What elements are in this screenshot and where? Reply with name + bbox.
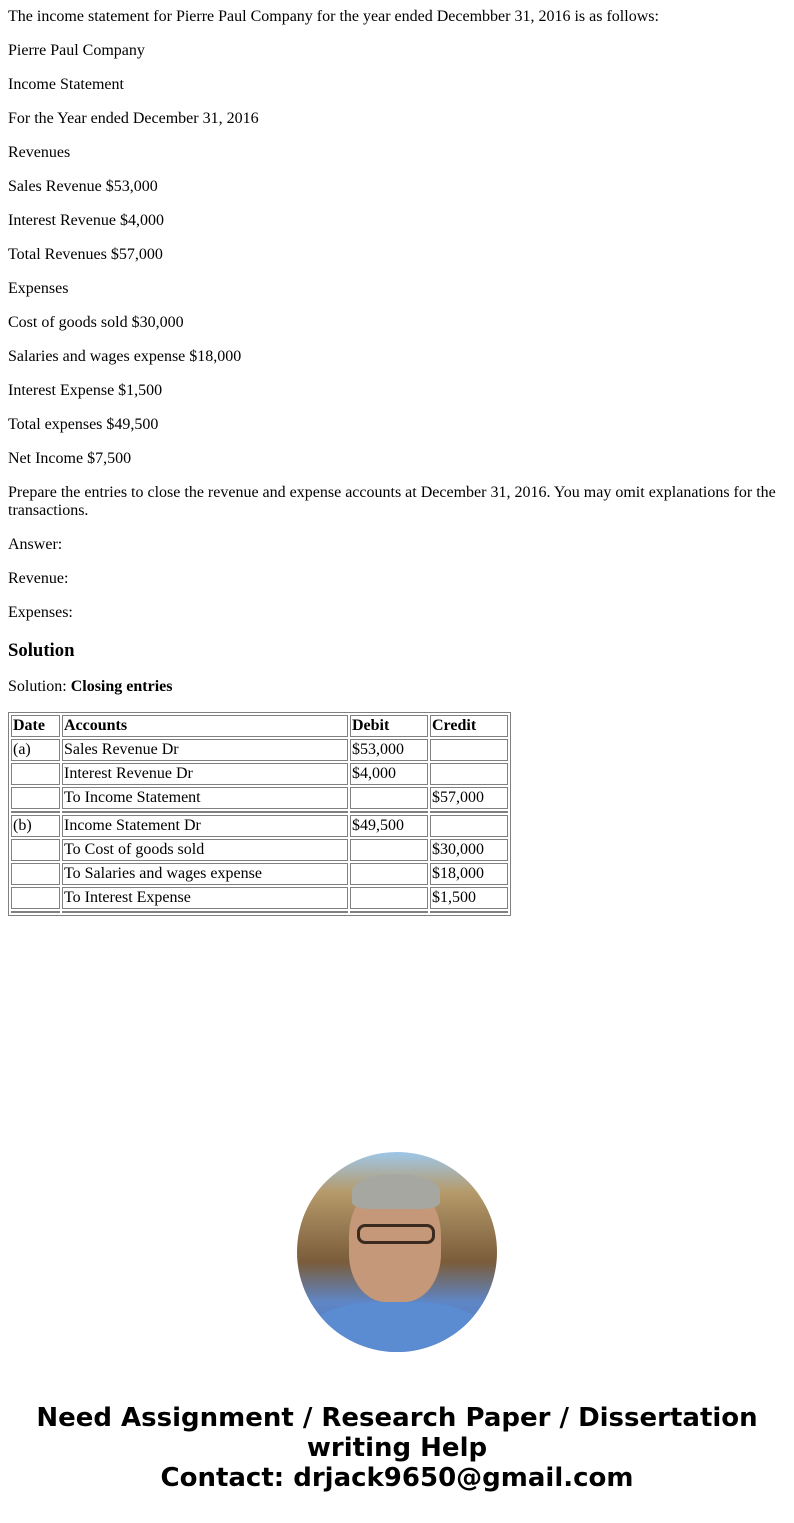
interest-revenue: Interest Revenue $4,000 (8, 212, 164, 229)
table-row (11, 839, 508, 861)
spacer-row (11, 911, 508, 913)
expenses-label: Expenses: (8, 604, 73, 621)
cell-account: To Interest Expense (62, 887, 348, 909)
cell-date: (b) (11, 815, 60, 837)
cell-credit (430, 739, 508, 761)
table-header-row (11, 715, 508, 737)
cell-credit: $1,500 (430, 887, 508, 909)
cell-account: To Income Statement (62, 787, 348, 809)
cell-account: To Salaries and wages expense (62, 863, 348, 885)
empty-cell (430, 911, 508, 913)
spacer-row (11, 811, 508, 813)
cell-credit (430, 815, 508, 837)
question-intro: The income statement for Pierre Paul Company for the year ended Decembber 31, 2016 is as follows: (8, 8, 659, 25)
sales-revenue: Sales Revenue $53,000 (8, 178, 158, 195)
cost-of-goods-sold: Cost of goods sold $30,000 (8, 314, 184, 331)
salaries-expense: Salaries and wages expense $18,000 (8, 348, 242, 365)
table-row (11, 863, 508, 885)
promo-line-1: Need Assignment / Research Paper / Dissertation (36, 1403, 758, 1433)
shirt-shape (307, 1302, 487, 1352)
cell-account: Income Statement Dr (62, 815, 348, 837)
instructions: Prepare the entries to close the revenue and expense accounts at December 31, 2016. You may omit explanations for the transactions. (8, 484, 776, 519)
cell-date (11, 763, 60, 785)
empty-cell (350, 911, 428, 913)
table-row (11, 887, 508, 909)
cell-debit: $4,000 (350, 763, 428, 785)
cell-date (11, 887, 60, 909)
cell-credit (430, 763, 508, 785)
solution-prefix: Solution: (8, 678, 67, 695)
company-name: Pierre Paul Company (8, 42, 145, 59)
cell-debit (350, 887, 428, 909)
header-debit: Debit (350, 715, 428, 737)
cell-credit: $18,000 (430, 863, 508, 885)
promo-banner (0, 1403, 794, 1493)
revenue-label: Revenue: (8, 570, 69, 587)
empty-cell (350, 811, 428, 813)
table-row (11, 739, 508, 761)
cell-date (11, 787, 60, 809)
cell-date (11, 863, 60, 885)
cell-debit: $53,000 (350, 739, 428, 761)
hair-shape (352, 1174, 440, 1209)
empty-cell (430, 811, 508, 813)
table-row (11, 815, 508, 837)
cell-credit: $57,000 (430, 787, 508, 809)
author-photo (297, 1152, 497, 1352)
table-row (11, 787, 508, 809)
cell-debit (350, 839, 428, 861)
total-expenses: Total expenses $49,500 (8, 416, 159, 433)
statement-period: For the Year ended December 31, 2016 (8, 110, 259, 127)
revenues-heading: Revenues (8, 144, 71, 161)
cell-credit: $30,000 (430, 839, 508, 861)
solution-title: Closing entries (70, 678, 173, 695)
glasses-shape (357, 1224, 435, 1244)
question-lines (8, 42, 786, 622)
cell-date: (a) (11, 739, 60, 761)
cell-debit: $49,500 (350, 815, 428, 837)
empty-cell (11, 811, 60, 813)
net-income: Net Income $7,500 (8, 450, 132, 467)
cell-debit (350, 787, 428, 809)
cell-date (11, 839, 60, 861)
solution-heading: Solution (8, 640, 75, 661)
statement-title: Income Statement (8, 76, 124, 93)
empty-cell (62, 911, 348, 913)
header-date: Date (11, 715, 60, 737)
cell-account: To Cost of goods sold (62, 839, 348, 861)
total-revenues: Total Revenues $57,000 (8, 246, 163, 263)
cell-account: Interest Revenue Dr (62, 763, 348, 785)
cell-account: Sales Revenue Dr (62, 739, 348, 761)
interest-expense: Interest Expense $1,500 (8, 382, 163, 399)
expenses-heading: Expenses (8, 280, 69, 297)
header-accounts: Accounts (62, 715, 348, 737)
empty-cell (62, 811, 348, 813)
promo-contact: Contact: drjack9650@gmail.com (160, 1463, 634, 1493)
cell-debit (350, 863, 428, 885)
header-credit: Credit (430, 715, 508, 737)
promo-line-2: writing Help (306, 1433, 488, 1463)
answer-label: Answer: (8, 536, 63, 553)
empty-cell (11, 911, 60, 913)
closing-entries-table (8, 712, 511, 916)
table-row (11, 763, 508, 785)
solution-label (8, 678, 786, 696)
